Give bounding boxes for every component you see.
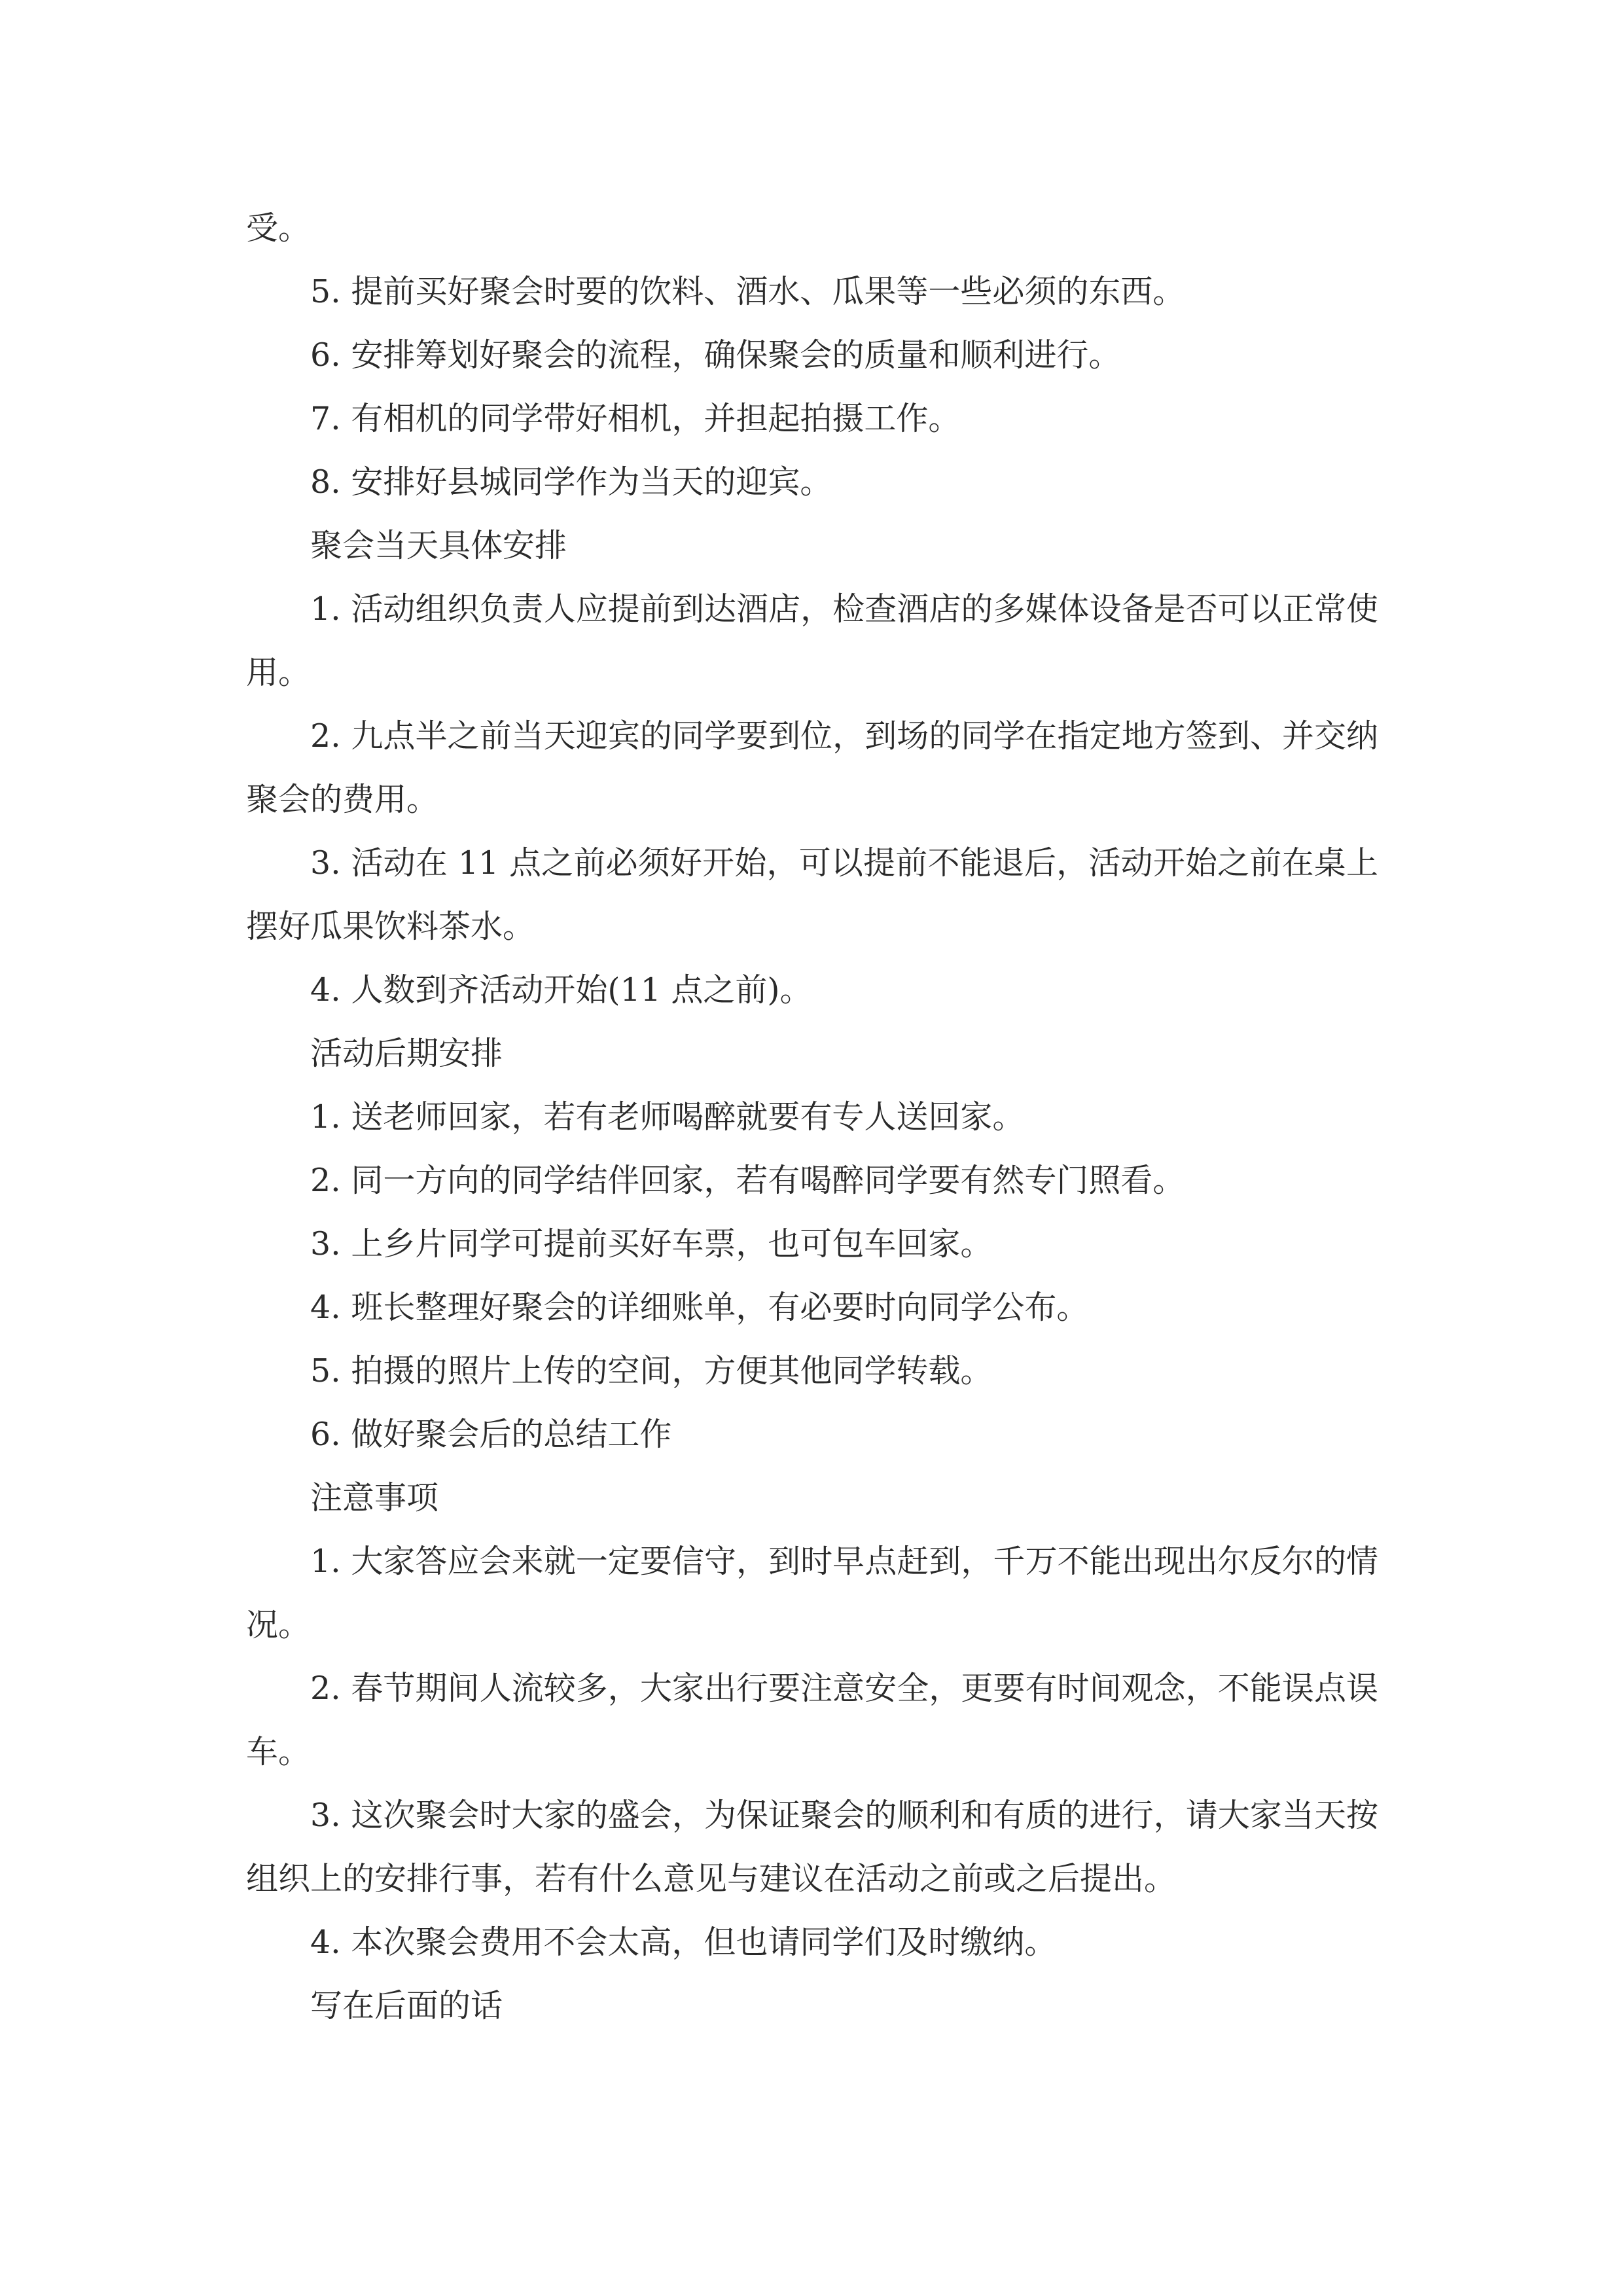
section-heading-afterword: 写在后面的话 <box>310 1987 503 2024</box>
prep-item-5: 5. 提前买好聚会时要的饮料、酒水、瓜果等一些必须的东西。 <box>310 273 1185 310</box>
after-item-4: 4. 班长整理好聚会的详细账单，有必要时向同学公布。 <box>310 1289 1089 1326</box>
notes-item-2: 2. 春节期间人流较多，大家出行要注意安全，更要有时间观念，不能误点误车。 <box>246 1670 1378 1770</box>
section-heading-after-event: 活动后期安排 <box>310 1035 503 1072</box>
notes-item-3: 3. 这次聚会时大家的盛会，为保证聚会的顺利和有质的进行，请大家当天按组织上的安排行事，若有什么意见与建议在活动之前或之后提出。 <box>246 1797 1378 1897</box>
prep-item-8: 8. 安排好县城同学作为当天的迎宾。 <box>310 463 832 501</box>
after-item-2: 2. 同一方向的同学结伴回家，若有喝醉同学要有然专门照看。 <box>310 1162 1185 1199</box>
prep-item-7: 7. 有相机的同学带好相机，并担起拍摄工作。 <box>310 400 961 437</box>
document-body <box>246 196 1378 2037</box>
notes-item-1: 1. 大家答应会来就一定要信守，到时早点赶到，千万不能出现出尔反尔的情况。 <box>246 1543 1378 1643</box>
day-item-3: 3. 活动在 11 点之前必须好开始，可以提前不能退后，活动开始之前在桌上摆好瓜果饮料茶水。 <box>246 844 1378 945</box>
day-item-4: 4. 人数到齐活动开始(11 点之前)。 <box>310 971 812 1009</box>
notes-item-4: 4. 本次聚会费用不会太高，但也请同学们及时缴纳。 <box>310 1924 1057 1961</box>
after-item-5: 5. 拍摄的照片上传的空间，方便其他同学转载。 <box>310 1352 993 1390</box>
section-heading-day-arrangement: 聚会当天具体安排 <box>310 527 567 564</box>
prep-item-6: 6. 安排筹划好聚会的流程，确保聚会的质量和顺利进行。 <box>310 336 1121 374</box>
paragraph-continuation: 受。 <box>246 209 311 247</box>
day-item-2: 2. 九点半之前当天迎宾的同学要到位，到场的同学在指定地方签到、并交纳聚会的费用。 <box>246 717 1378 818</box>
after-item-6: 6. 做好聚会后的总结工作 <box>310 1416 672 1453</box>
day-item-1: 1. 活动组织负责人应提前到达酒店，检查酒店的多媒体设备是否可以正常使用。 <box>246 590 1378 691</box>
section-heading-notes: 注意事项 <box>310 1479 439 1516</box>
after-item-1: 1. 送老师回家，若有老师喝醉就要有专人送回家。 <box>310 1098 1025 1136</box>
after-item-3: 3. 上乡片同学可提前买好车票，也可包车回家。 <box>310 1225 993 1263</box>
